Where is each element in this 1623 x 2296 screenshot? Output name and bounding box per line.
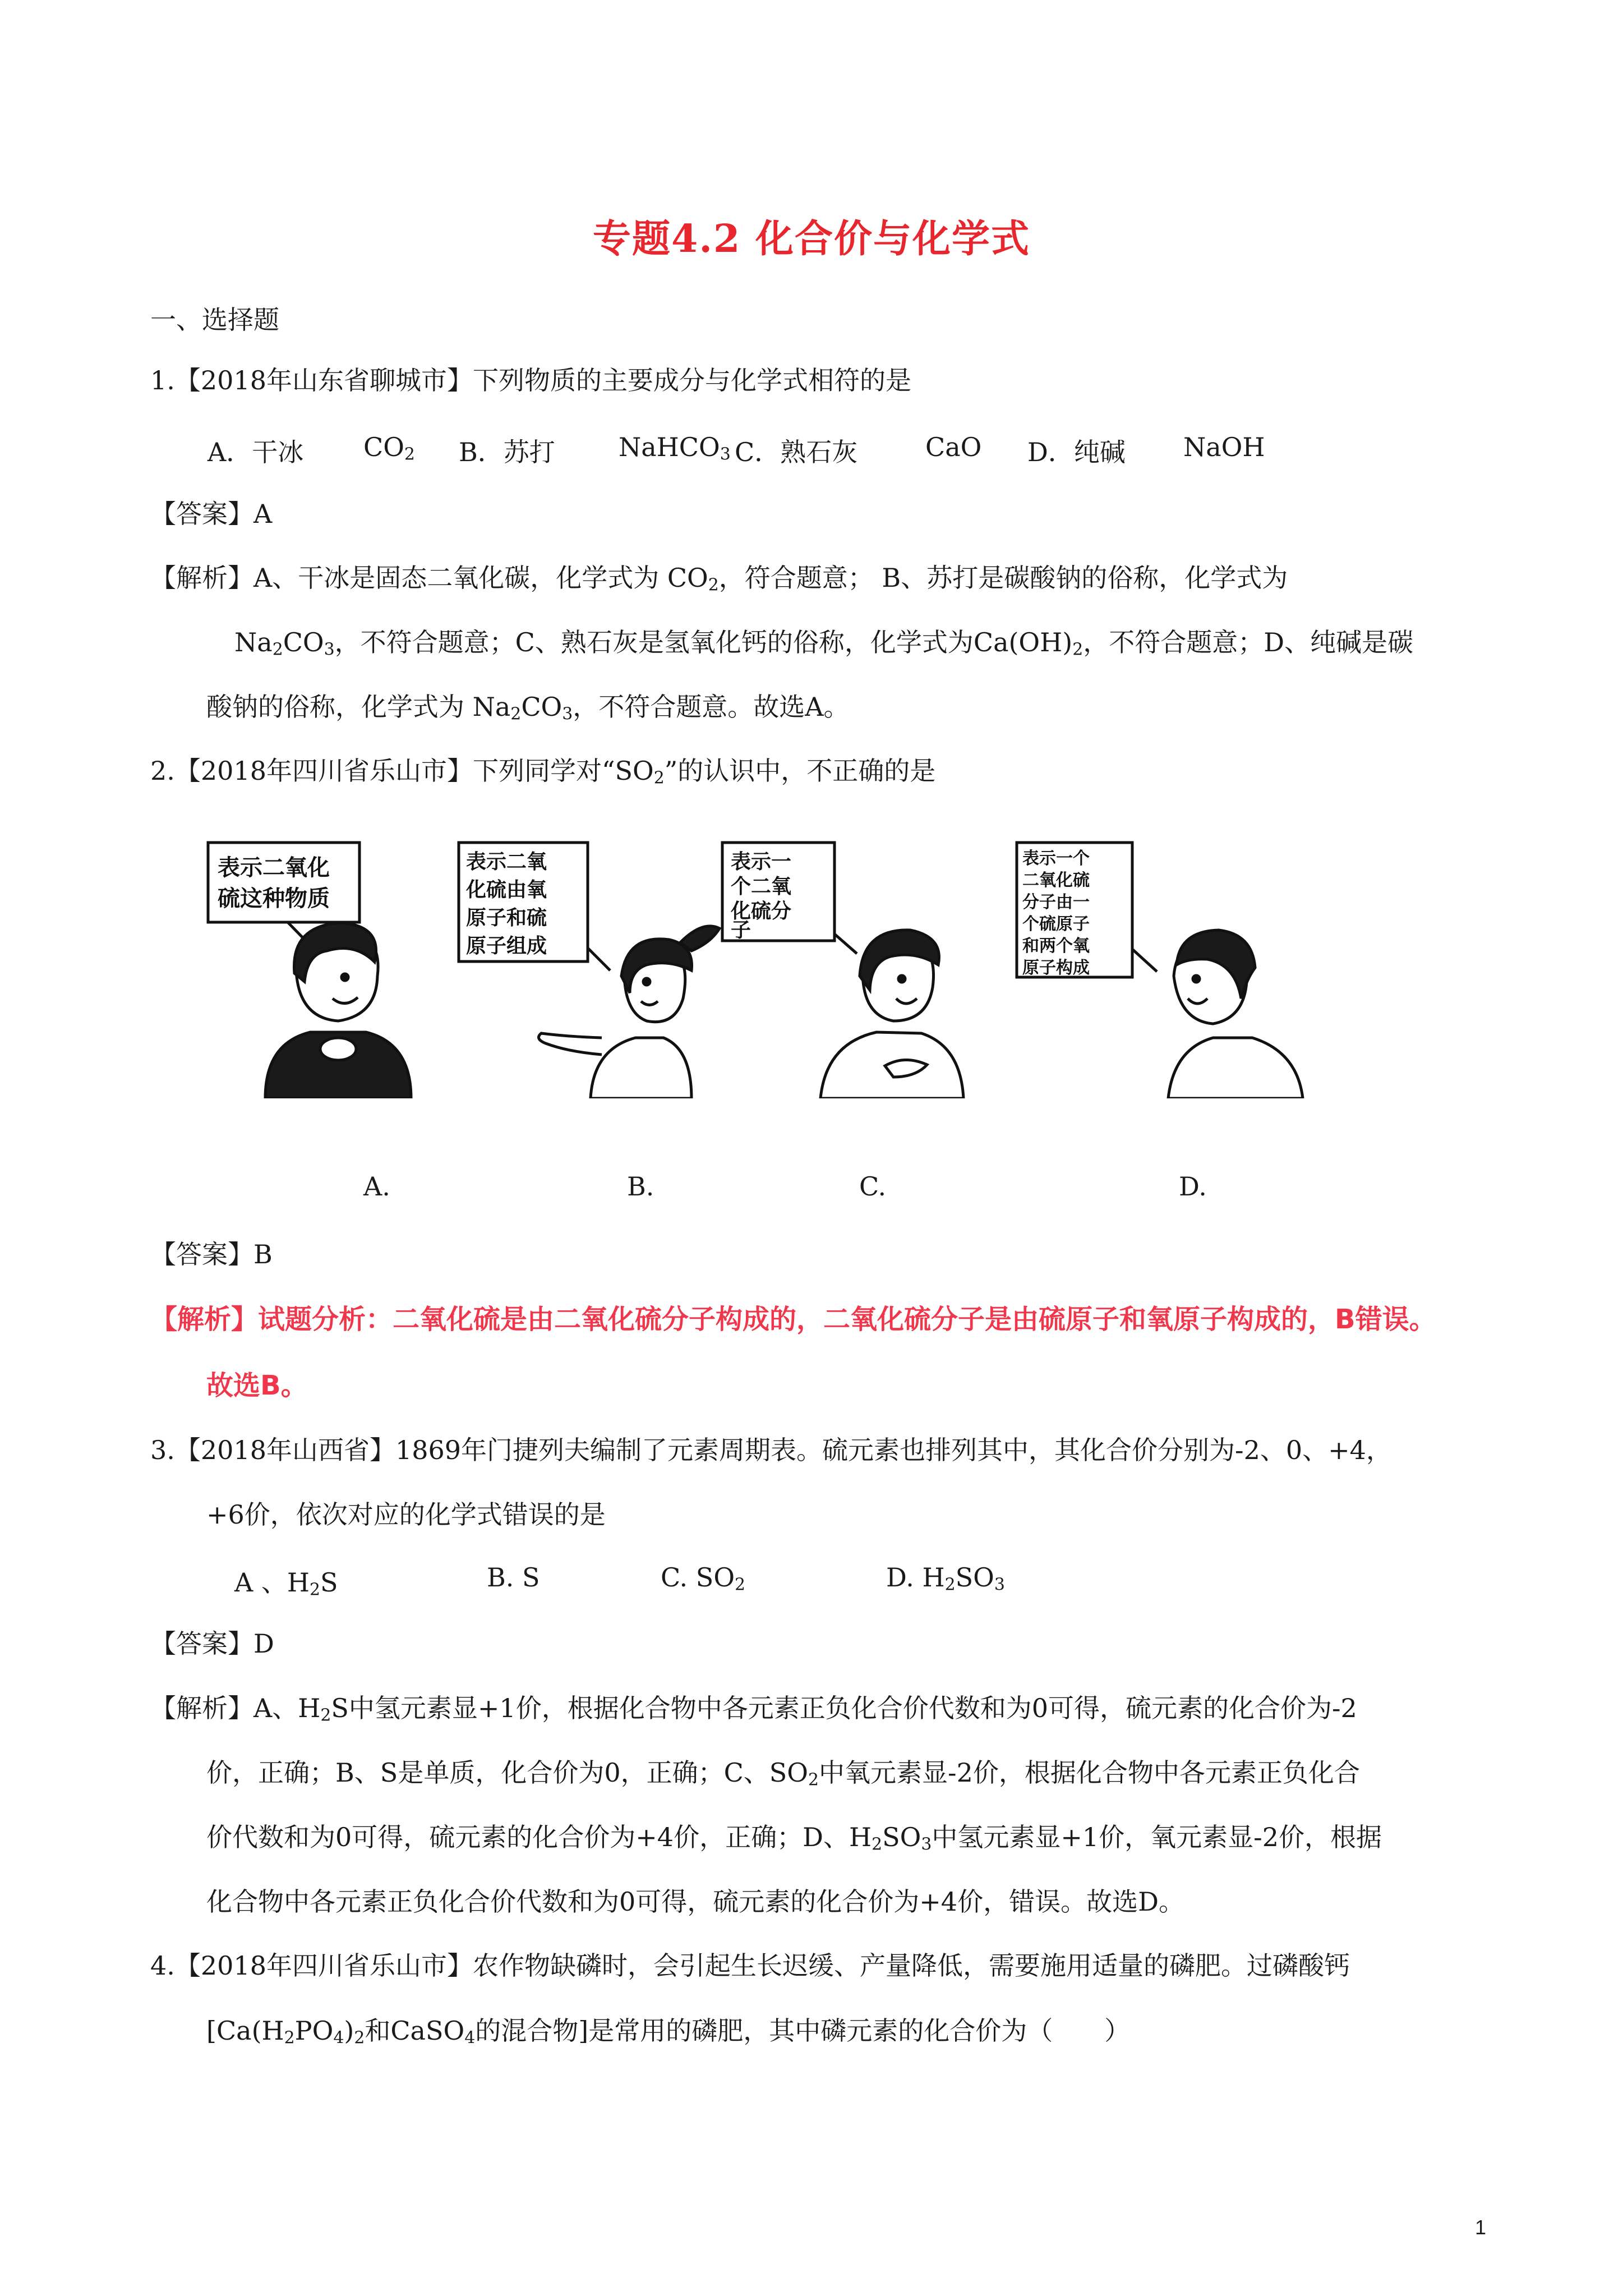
bubble-d-line4: 个硫原子 (1022, 914, 1090, 934)
q2-analysis-line2: 故选B。 (206, 1370, 308, 1401)
bubble-c-line2: 个二氧 (731, 875, 792, 898)
character-a-illustration (265, 923, 411, 1098)
q1-stem: 1.【2018年山东省聊城市】下列物质的主要成分与化学式相符的是 (150, 365, 911, 395)
q2-analysis-line1: 【解析】试题分析：二氧化硫是由二氧化硫分子构成的，二氧化硫分子是由硫原子和氧原子构成的，B错误。 (150, 1304, 1436, 1335)
q2-caption-d: D. (1179, 1171, 1207, 1202)
q1-option-a: A．干冰 (208, 437, 304, 467)
q2-answer: 【答案】B (150, 1239, 273, 1269)
page-title: 专题4.2 化合价与化学式 (593, 217, 1030, 261)
bubble-b-line4: 原子组成 (466, 935, 547, 958)
bubble-d-line1: 表示一个 (1022, 849, 1090, 868)
q3-option-c: C. $SO_2$ (661, 1562, 746, 1595)
q3-analysis-line4: 化合物中各元素正负化合价代数和为0可得，硫元素的化合价为+4价，错误。故选D。 (206, 1887, 1184, 1917)
q4-stem-line2: [$Ca(H_2PO_4)_2$和CaSO$_4$的混合物]是常用的磷肥，其中磷元素的化合价为（ ） (206, 2016, 1131, 2048)
page-number: 1 (1475, 2216, 1487, 2239)
bubble-b-line1: 表示二氧 (466, 850, 547, 873)
q1-option-b: B．苏打 (459, 437, 555, 467)
q1-option-d: D．纯碱 (1027, 437, 1126, 467)
bubble-d-line6: 原子构成 (1022, 958, 1090, 978)
bubble-b-line3: 原子和硫 (466, 907, 547, 930)
q3-option-d: D. $H_2SO_3$ (886, 1562, 1005, 1595)
q2-caption-c: C. (859, 1171, 887, 1202)
bubble-b-tail (588, 948, 610, 970)
section-heading: 一、选择题 (150, 305, 279, 335)
q1-option-a-formula: $CO_2$ (363, 432, 415, 464)
character-b-illustration (539, 926, 720, 1098)
q4-stem-line1: 4.【2018年四川省乐山市】农作物缺磷时，会引起生长迟缓、产量降低，需要施用适量的磷肥。过磷酸钙 (150, 1950, 1350, 1981)
q3-answer: 【答案】D (150, 1628, 274, 1659)
bubble-d-line3: 分子由一 (1022, 892, 1090, 912)
q1-option-c-formula: CaO (925, 432, 982, 462)
q3-analysis-line3: 价代数和为0可得，硫元素的化合价为+4价，正确；D、$H_2SO_3$中氢元素显+1价，氧元素显-2价，根据 (206, 1822, 1382, 1855)
q3-analysis-line1: 【解析】A、$H_2S$中氢元素显+1价，根据化合物中各元素正负化合价代数和为0可得，硫元素的化合价为-2 (150, 1693, 1357, 1726)
q1-option-d-formula: NaOH (1183, 432, 1265, 462)
character-d-illustration (1168, 930, 1303, 1098)
q3-option-a: A 、$H_2S$ (234, 1567, 338, 1600)
q3-stem-line1: 3.【2018年山西省】1869年门捷列夫编制了元素周期表。硫元素也排列其中，其化合价分别为-2、0、+4， (150, 1435, 1392, 1465)
character-c-illustration (820, 930, 963, 1098)
q1-analysis-line3: 酸钠的俗称，化学式为 $Na_2CO_3$，不符合题意。故选A。 (206, 692, 850, 724)
q3-option-b: B. S (487, 1562, 540, 1593)
q2-stem: 2.【2018年四川省乐山市】下列同学对“$SO_2$”的认识中，不正确的是 (150, 756, 936, 788)
bubble-a-line1: 表示二氧化 (218, 855, 330, 881)
bubble-c-line4: 子 (731, 919, 751, 942)
q1-analysis-line2: $Na_2CO_3$，不符合题意；C、熟石灰是氢氧化钙的俗称，化学式为$Ca(OH)_2$，不符合题意；D、纯碱是碳 (234, 627, 1414, 660)
q1-analysis-line1: 【解析】A、干冰是固态二氧化碳，化学式为 $CO_2$，符合题意； B、苏打是碳酸钠的俗称，化学式为 (150, 563, 1288, 595)
q1-answer: 【答案】A (150, 499, 273, 529)
bubble-c-tail (834, 934, 857, 954)
bubble-d-line2: 二氧化硫 (1022, 871, 1090, 890)
bubble-c-line1: 表示一 (731, 850, 792, 873)
q2-caption-b: B. (627, 1171, 654, 1202)
q1-option-b-formula: NaHCO$_3$ (619, 432, 731, 464)
bubble-c-line3: 化硫分 (731, 900, 792, 923)
bubble-d-line5: 和两个氧 (1022, 936, 1090, 956)
q2-figure (198, 830, 1491, 1098)
bubble-d-tail (1132, 949, 1157, 972)
q2-caption-a: A. (363, 1171, 390, 1202)
q3-stem-line2: +6价，依次对应的化学式错误的是 (206, 1499, 606, 1530)
q1-option-c: C．熟石灰 (735, 437, 858, 467)
bubble-b-line2: 化硫由氧 (466, 878, 547, 901)
bubble-a-line2: 硫这种物质 (218, 886, 330, 912)
q3-analysis-line2: 价，正确；B、S是单质，化合价为0，正确；C、$SO_2$中氧元素显-2价，根据化合物中各元素正负化合 (206, 1757, 1360, 1790)
